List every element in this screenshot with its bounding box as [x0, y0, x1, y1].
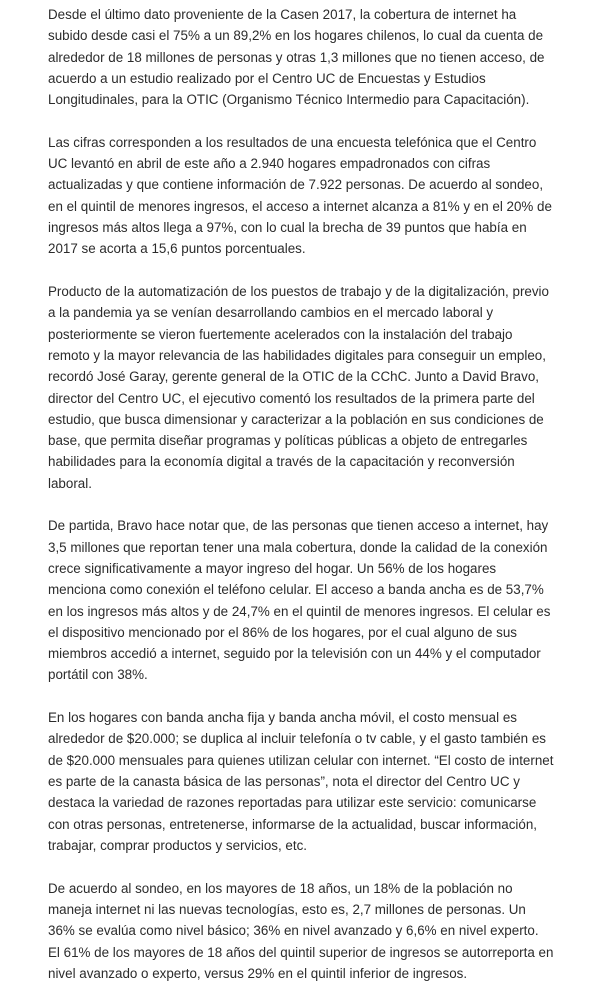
paragraph-automation-context: Producto de la automatización de los puestos de trabajo y de la digitalización, previo a la pandemia ya se venían desarrollando cambios en el mercado laboral y posteriormente se vieron fuertemente acelerados con la instalación del trabajo remoto y la mayor relevancia de las habilidades digitales para conseguir un empleo, recordó José Garay, gerente general de la OTIC de la CChC. Junto a David Bravo, director del Centro UC, el ejecutivo comentó los resultados de la primera parte del estudio, que busca dimensionar y caracterizar a la población en sus condiciones de base, que permita diseñar programas y políticas públicas a objeto de entregarles habilidades para la economía digital a través de la capacitación y reconversión laboral.: [48, 284, 549, 491]
paragraph-connection-quality: De partida, Bravo hace notar que, de las personas que tienen acceso a internet, hay 3,5 millones que reportan tener una mala cobertura, donde la calidad de la conexión crece significativamente a mayor ingreso del hogar. Un 56% de los hogares menciona como conexión el teléfono celular. El acceso a banda ancha es de 53,7% en los ingresos más altos y de 24,7% en el quintil de menores ingresos. El celular es el dispositivo mencionado por el 86% de los hogares, por el cual alguno de sus miembros accedió a internet, seguido por la televisión con un 44% y el computador portátil con 38%.: [48, 518, 551, 683]
paragraph-internet-coverage: Desde el último dato proveniente de la Casen 2017, la cobertura de internet ha subido desde casi el 75% a un 89,2% en los hogares chilenos, lo cual da cuenta de alrededor de 18 millones de personas y otras 1,3 millones que no tienen acceso, de acuerdo a un estudio realizado por el Centro UC de Encuestas y Estudios Longitudinales, para la OTIC (Organismo Técnico Intermedio para Capacitación).: [48, 7, 545, 108]
paragraph-digital-skills: De acuerdo al sondeo, en los mayores de 18 años, un 18% de la población no maneja internet ni las nuevas tecnologías, esto es, 2,7 millones de personas. Un 36% se evalúa como nivel básico; 36% en nivel avanzado y 6,6% en nivel experto. El 61% de los mayores de 18 años del quintil superior de ingresos se autorreporta en nivel avanzado o experto, versus 29% en el quintil inferior de ingresos.: [48, 880, 554, 981]
paragraph-monthly-cost: En los hogares con banda ancha fija y banda ancha móvil, el costo mensual es alrededor de $20.000; se duplica al incluir telefonía o tv cable, y el gasto también es de $20.000 mensuales para quienes utilizan celular con internet. “El costo de internet es parte de la canasta básica de las personas”, nota el director del Centro UC y destaca la variedad de razones reportadas para utilizar este servicio: comunicarse con otras personas, entretenerse, informarse de la actualidad, buscar información, trabajar, comprar productos y servicios, etc.: [48, 710, 554, 853]
paragraph-survey-figures: Las cifras corresponden a los resultados de una encuesta telefónica que el Centro UC levantó en abril de este año a 2.940 hogares empadronados con cifras actualizadas y que contiene información de 7.922 personas. De acuerdo al sondeo, en el quintil de menores ingresos, el acceso a internet alcanza a 81% y en el 20% de ingresos más altos llega a 97%, con lo cual la brecha de 39 puntos que había en 2017 se acorta a 15,6 puntos porcentuales.: [48, 134, 552, 257]
